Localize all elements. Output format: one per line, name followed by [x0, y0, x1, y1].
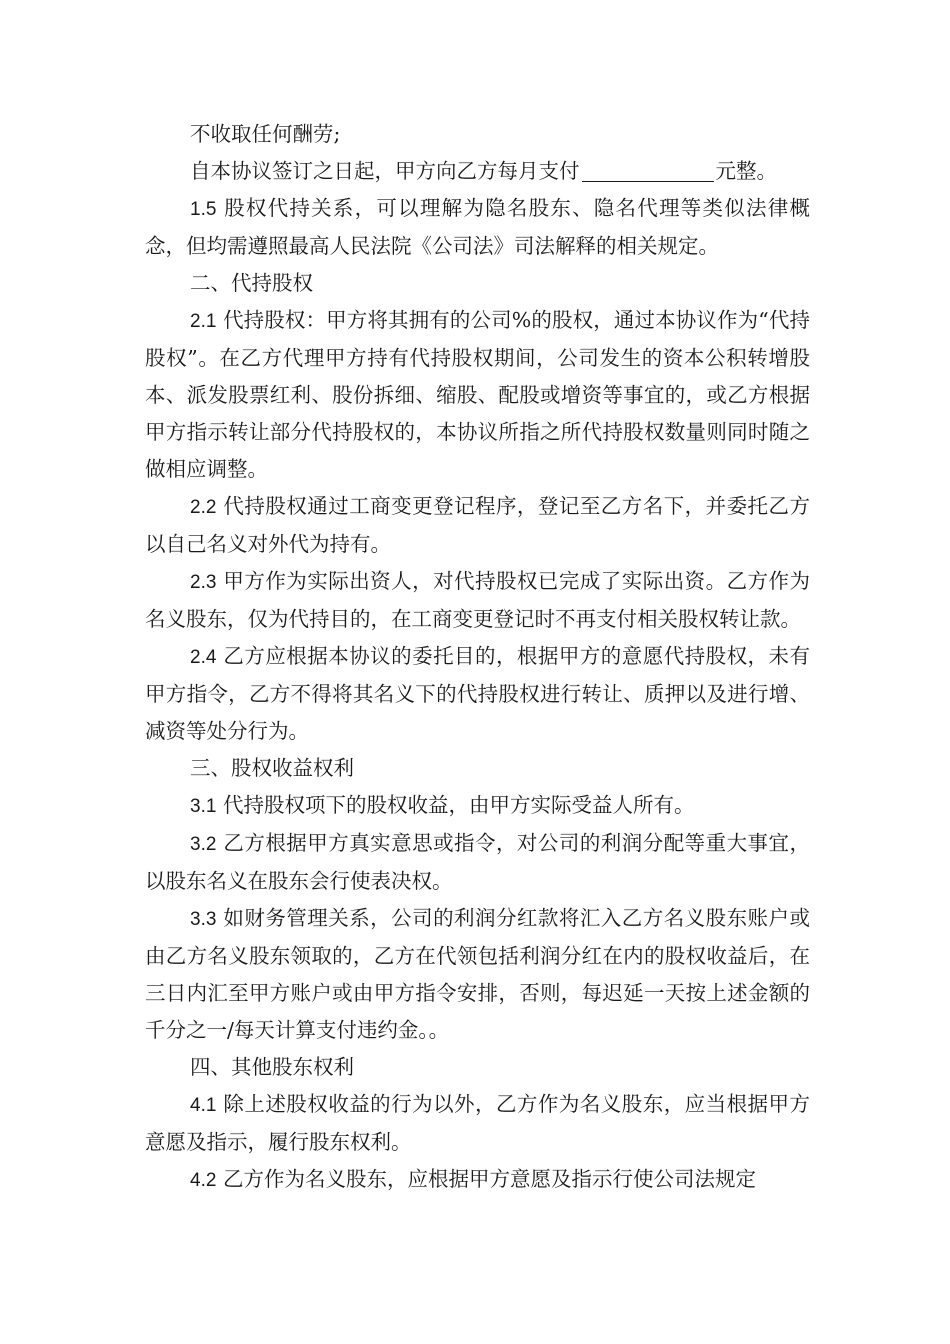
clause-number: 2.2: [190, 497, 217, 518]
clause-number: 2.1: [190, 311, 217, 332]
clause-3-1: [145, 787, 810, 825]
section-title: 四、其他股东权利: [190, 1055, 354, 1079]
clause-text: 乙方作为名义股东，应根据甲方意愿及指示行使公司法规定: [222, 1167, 756, 1191]
clause-1-5: [145, 190, 810, 265]
document-body: [145, 116, 810, 1199]
paragraph-monthly-payment: [145, 153, 810, 190]
clause-number: 3.2: [190, 834, 217, 855]
clause-2-3: [145, 563, 810, 638]
clause-2-4: [145, 638, 810, 750]
clause-2-1: [145, 302, 810, 488]
clause-text: 甲方作为实际出资人，对代持股权已完成了实际出资。乙方作为名义股东，仅为代持目的，在工商变更登记时不再支付相关股权转让款。: [145, 569, 810, 631]
paragraph-text: 元整。: [715, 159, 777, 183]
paragraph-text: 自本协议签订之日起，甲方向乙方每月支付: [190, 159, 580, 183]
clause-text: 除上述股权收益的行为以外，乙方作为名义股东，应当根据甲方意愿及指示，履行股东权利。: [145, 1092, 810, 1154]
clause-text: 如财务管理关系，公司的利润分红款将汇入乙方名义股东账户或由乙方名义股东领取的，乙方在代领包括利润分红在内的股权收益后，在三日内汇至甲方账户或由甲方指令安排，否则，每迟延一天按上述金额的千分之一/每天计算支付违约金。。: [145, 906, 810, 1042]
clause-2-2: [145, 488, 810, 563]
clause-number: 4.2: [190, 1170, 217, 1191]
clause-text: 乙方应根据本协议的委托目的，根据甲方的意愿代持股权，未有甲方指令，乙方不得将其名义下的代持股权进行转让、质押以及进行增、减资等处分行为。: [145, 644, 810, 743]
clause-4-2: [145, 1161, 810, 1199]
clause-number: 4.1: [190, 1095, 217, 1116]
clause-text: 代持股权：甲方将其拥有的公司%的股权，通过本协议作为“代持股权”。在乙方代理甲方持有代持股权期间，公司发生的资本公积转增股本、派发股票红利、股份拆细、缩股、配股或增资等事宜的，或乙方根据甲方指示转让部分代持股权的，本协议所指之所代持股权数量则同时随之做相应调整。: [145, 308, 810, 481]
clause-text: 代持股权项下的股权收益，由甲方实际受益人所有。: [222, 793, 695, 817]
clause-text: 股权代持关系，可以理解为隐名股东、隐名代理等类似法律概念，但均需遵照最高人民法院《公司法》司法解释的相关规定。: [145, 196, 810, 258]
section-title: 二、代持股权: [190, 271, 313, 295]
clause-number: 3.3: [190, 909, 217, 930]
clause-3-2: [145, 825, 810, 900]
clause-number: 1.5: [190, 199, 217, 220]
section-heading-4: [145, 1049, 810, 1086]
section-heading-2: [145, 265, 810, 302]
clause-3-3: [145, 900, 810, 1049]
section-heading-3: [145, 750, 810, 787]
amount-blank-line: [582, 159, 714, 182]
clause-text: 乙方根据甲方真实意思或指令，对公司的利润分配等重大事宜，以股东名义在股东会行使表决权。: [145, 831, 810, 893]
clause-number: 2.4: [190, 647, 217, 668]
clause-4-1: [145, 1086, 810, 1161]
section-title: 三、股权收益权利: [190, 756, 354, 780]
paragraph-text: 不收取任何酬劳;: [190, 122, 341, 146]
clause-number: 2.3: [190, 572, 217, 593]
clause-text: 代持股权通过工商变更登记程序，登记至乙方名下，并委托乙方以自己名义对外代为持有。: [145, 494, 810, 556]
clause-number: 3.1: [190, 796, 217, 817]
paragraph-no-remuneration: [145, 116, 810, 153]
